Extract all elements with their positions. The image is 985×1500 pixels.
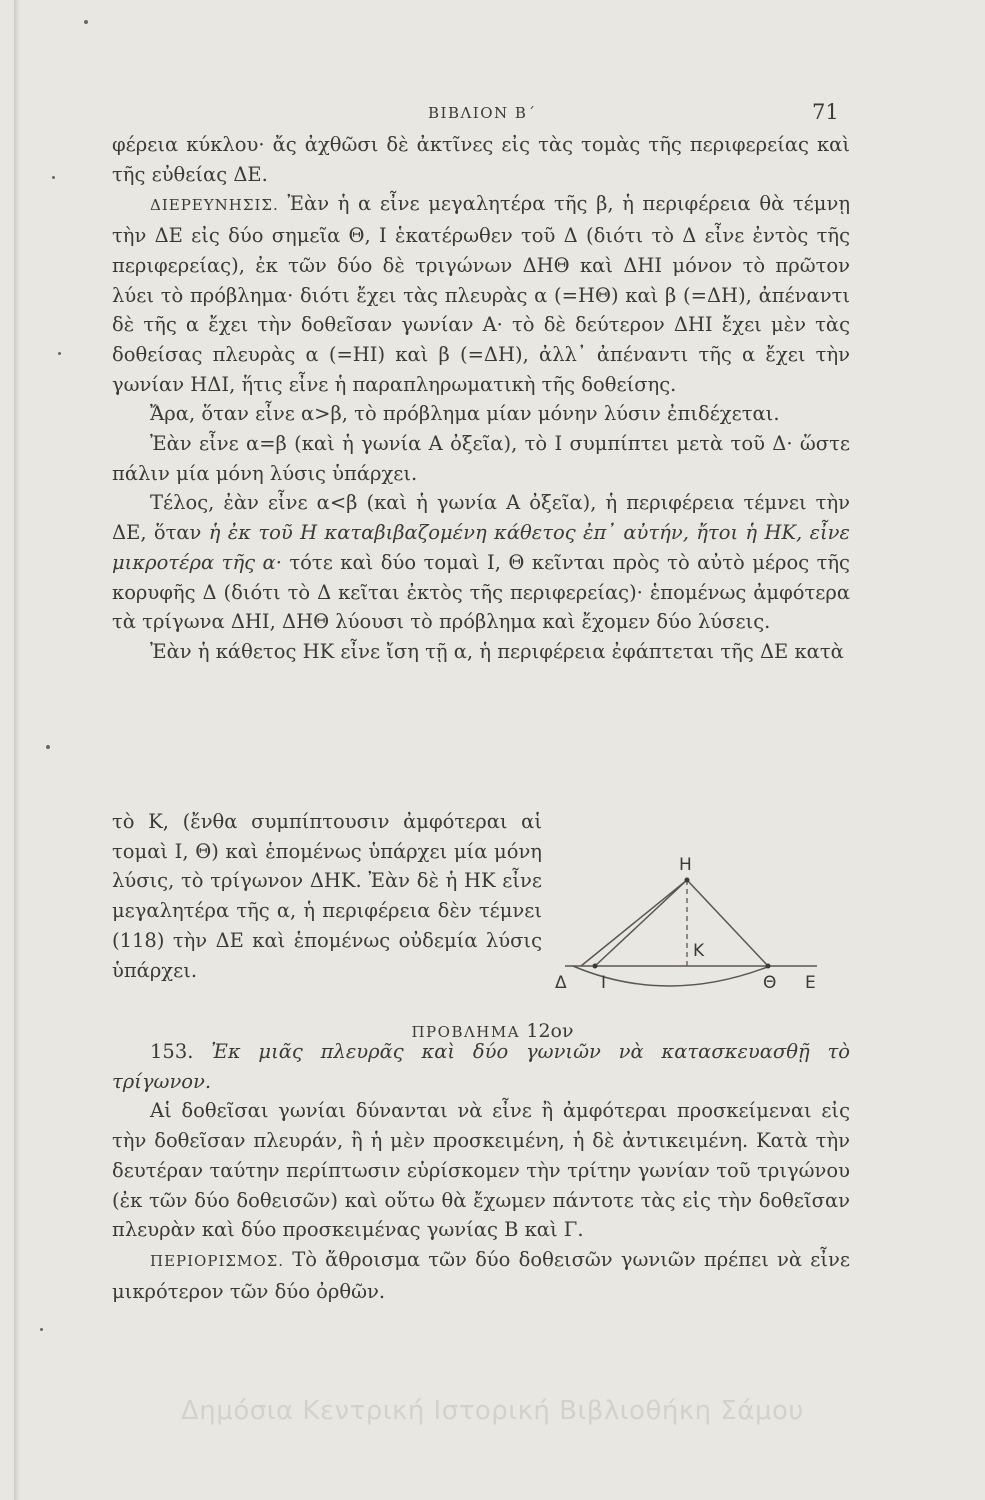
limitation-paragraph: ΠΕΡΙΟΡΙΣΜΟΣ. Τὸ ἄθροισμα τῶν δύο δοθεισῶν γωνιῶν πρέπει νὰ εἶνε μικρότερον τῶν δύο ὀρθῶν. bbox=[112, 1247, 850, 1303]
figure-side-text bbox=[112, 807, 542, 985]
label-h: H bbox=[679, 855, 692, 875]
label-i: I bbox=[601, 973, 607, 988]
segment-ih bbox=[595, 880, 687, 966]
paragraph: Ἄρα, ὅταν εἶνε α>β, τὸ πρόβλημα μίαν μόνην λύσιν ἐπιδέχεται. bbox=[150, 402, 780, 426]
section-lead: ΠΕΡΙΟΡΙΣΜΟΣ. bbox=[150, 1251, 284, 1270]
paragraph: Αἱ δοθεῖσαι γωνίαι δύνανται νὰ εἶνε ἢ ἀμφότεραι προσκείμεναι εἰς τὴν δοθεῖσαν πλευράν, ἢ ἡ μὲν προσκειμένη, ἡ δὲ ἀντικειμένη. Κατὰ τὴν δευτέραν ταύτην περίπτωσιν εὑρίσκομεν τὴν τρίτην γωνίαν τοῦ τριγώνου (ἐκ τῶν δύο δοθεισῶν) καὶ οὕτω θὰ ἔχωμεν πάντοτε τὰς εἰς τὴν δοθεῖσαν πλευρὰν καὶ δύο προσκειμένας γωνίας Β καὶ Γ. bbox=[112, 1099, 850, 1242]
section-number: 153. bbox=[150, 1040, 194, 1063]
geometry-figure bbox=[555, 848, 855, 988]
paragraph-investigation: ΔΙΕΡΕΥΝΗΣΙΣ. Ἐὰν ἡ α εἶνε μεγαλητέρα τῆς β, ἡ περιφέρεια θὰ τέμνῃ τὴν ΔΕ εἰς δύο σημεῖα Θ, Ι ἑκατέρωθεν τοῦ Δ (διότι τὸ Δ εἶνε ἐντὸς τῆς περιφερείας), ἐκ τῶν δύο δὲ τριγώνων ΔΗΘ καὶ ΔΗΙ μόνον τὸ πρῶτον λύει τὸ πρόβλημα· διότι ἔχει τὰς πλευρὰς α (=ΗΘ) καὶ β (=ΔΗ), ἀπέναντι δὲ τῆς α ἔχει τὴν δοθεῖσαν γωνίαν Α· τὸ δὲ δεύτερον ΔΗΙ ἔχει μὲν τὰς δοθείσας πλευρὰς α (=ΗΙ) καὶ β (=ΔΗ), ἀλλ᾽ ἀπέναντι τῆς α ἔχει τὴν γωνίαν ΗΔΙ, ἥτις εἶνε ἡ παραπληρωματικὴ τῆς δοθείσης. bbox=[112, 192, 850, 396]
ink-speck bbox=[40, 1328, 43, 1331]
ink-speck bbox=[58, 352, 61, 355]
ink-speck bbox=[46, 745, 50, 749]
page-edge bbox=[14, 0, 20, 1500]
label-e: E bbox=[805, 973, 816, 988]
paragraph: Ἐὰν εἶνε α=β (καὶ ἡ γωνία Α ὀξεῖα), τὸ Ι συμπίπτει μετὰ τοῦ Δ· ὥστε πάλιν μία μόνη λύσις ὑπάρχει. bbox=[112, 432, 850, 485]
paragraph: Ἐὰν ἡ κάθετος ΗΚ εἶνε ἴση τῇ α, ἡ περιφέρεια ἐφάπτεται τῆς ΔΕ κατὰ bbox=[150, 639, 844, 663]
ink-speck bbox=[84, 20, 88, 24]
main-text-block bbox=[112, 130, 850, 667]
paragraph: φέρεια κύκλου· ἄς ἀχθῶσι δὲ ἀκτῖνες εἰς τὰς τομὰς τῆς περιφερείας καὶ τῆς εὐθείας ΔΕ. bbox=[112, 133, 850, 186]
point-h bbox=[685, 878, 690, 883]
page-number: 71 bbox=[812, 100, 839, 124]
problem-statement: 153. Ἐκ μιᾶς πλευρᾶς καὶ δύο γωνιῶν νὰ κατασκευασθῇ τὸ τρίγωνον. bbox=[112, 1040, 850, 1093]
problem-text-block bbox=[112, 1037, 850, 1306]
point-i bbox=[593, 964, 598, 969]
label-k: K bbox=[693, 941, 705, 961]
paragraph: Τέλος, ἐὰν εἶνε α<β (καὶ ἡ γωνία Α ὀξεῖα), ἡ περιφέρεια τέμνει τὴν ΔΕ, ὅταν ἡ ἐκ τοῦ Η καταβιβαζομένη κάθετος ἐπ᾽ αὐτήν, ἤτοι ἡ ΗΚ, εἶνε μικροτέρα τῆς α· τότε καὶ δύο τομαὶ Ι, Θ κεῖνται πρὸς τὸ αὐτὸ μέρος τῆς κορυφῆς Δ (διότι τὸ Δ κεῖται ἐκτὸς τῆς περιφερείας)· ἑπομένως ἀμφότερα τὰ τρίγωνα ΔΗΙ, ΔΗΘ λύουσι τὸ πρόβλημα καὶ ἔχομεν δύο λύσεις. bbox=[112, 491, 850, 634]
problem-heading: ΠΡΟΒΛΗΜΑ 12ον bbox=[411, 1020, 574, 1042]
segment-dh bbox=[581, 880, 687, 966]
library-watermark: Δημόσια Κεντρική Ιστορική Βιβλιοθήκη Σάμου bbox=[181, 1396, 804, 1426]
point-th bbox=[766, 964, 771, 969]
label-th: Θ bbox=[763, 973, 777, 988]
section-lead: ΔΙΕΡΕΥΝΗΣΙΣ. bbox=[150, 196, 279, 215]
italic-condition: ἡ ἐκ τοῦ Η καταβιβαζομένη κάθετος ἐπ᾽ αὐτήν, ἤτοι ἡ ΗΚ, εἶνε μικροτέρα τῆς α· bbox=[112, 521, 850, 574]
label-d: Δ bbox=[555, 973, 567, 988]
running-title: ΒΙΒΛΙΟΝ Β΄ bbox=[428, 104, 537, 122]
problem-number: 12ον bbox=[526, 1020, 574, 1042]
paragraph: τὸ Κ, (ἔνθα συμπίπτουσιν ἀμφότεραι αἱ τομαὶ Ι, Θ) καὶ ἑπομένως ὑπάρχει μία μόνη λύσις, τὸ τρίγωνον ΔΗΚ. Ἐὰν δὲ ἡ ΗΚ εἶνε μεγαλητέρα τῆς α, ἡ περιφέρεια δὲν τέμνει (118) τὴν ΔΕ καὶ ἑπομένως οὐδεμία λύσις ὑπάρχει. bbox=[112, 810, 542, 982]
ink-speck bbox=[52, 176, 55, 179]
